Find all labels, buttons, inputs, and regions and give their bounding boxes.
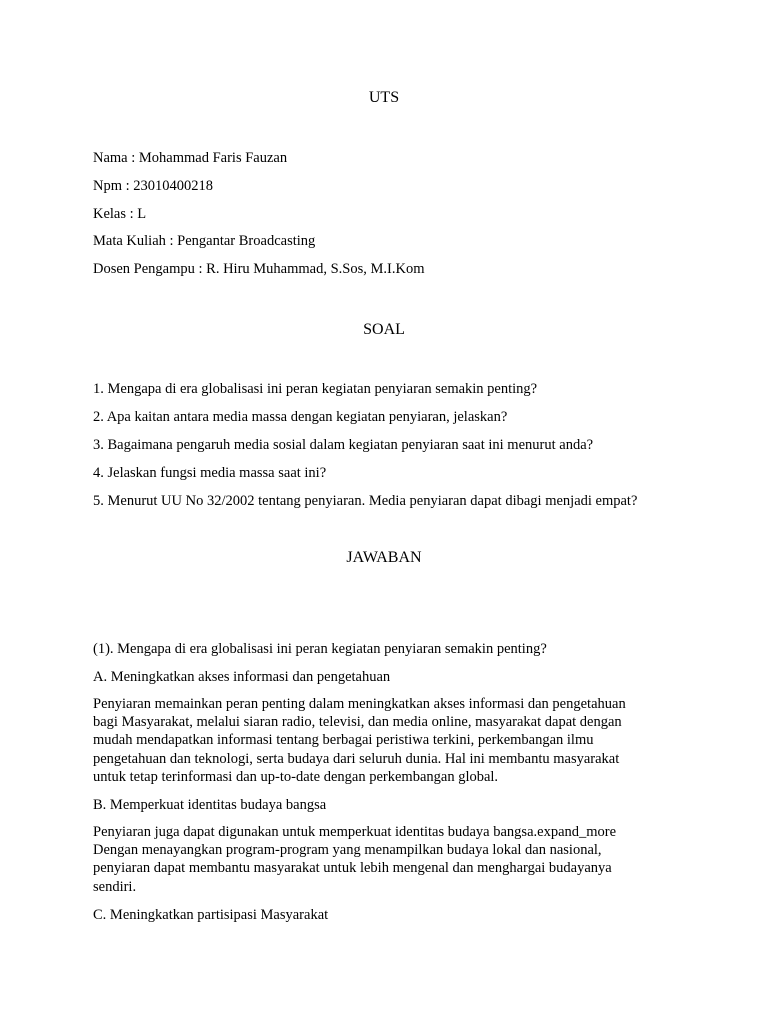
question-item: 1. Mengapa di era globalisasi ini peran kegiatan penyiaran semakin penting? [93,381,538,397]
paragraph-line: bagi Masyarakat, melalui siaran radio, televisi, dan media online, masyarakat dapat dengan [93,714,622,731]
answer-point-a-title: A. Meningkatkan akses informasi dan pengetahuan [93,669,391,685]
course-name: Mata Kuliah : Pengantar Broadcasting [93,233,316,249]
question-item: 5. Menurut UU No 32/2002 tentang penyiaran. Media penyiaran dapat dibagi menjadi empat? [93,493,638,509]
question-item: 4. Jelaskan fungsi media massa saat ini? [93,465,327,481]
paragraph-line: Dengan menayangkan program-program yang menampilkan budaya lokal dan nasional, [93,842,602,859]
soal-heading: SOAL [363,321,405,338]
paragraph-line: untuk tetap terinformasi dan up-to-date dengan perkembangan global. [93,768,499,785]
answer-point-c-title: C. Meningkatkan partisipasi Masyarakat [93,907,329,923]
student-class: Kelas : L [93,206,147,222]
question-item: 3. Bagaimana pengaruh media sosial dalam kegiatan penyiaran saat ini menurut anda? [93,437,594,453]
document-title: UTS [368,89,400,106]
question-item: 2. Apa kaitan antara media massa dengan kegiatan penyiaran, jelaskan? [93,409,508,425]
paragraph-line: mudah mendapatkan informasi tentang berbagai peristiwa terkini, perkembangan ilmu [93,732,594,749]
paragraph-line: sendiri. [93,878,137,895]
answer-point-a-body [93,695,673,786]
paragraph-line: pengetahuan dan teknologi, serta budaya dari seluruh dunia. Hal ini membantu masyarakat [93,750,620,767]
paragraph-line: Penyiaran juga dapat digunakan untuk memperkuat identitas budaya bangsa.expand_more [93,824,617,840]
paragraph-line: penyiaran dapat membantu masyarakat untuk lebih mengenal dan menghargai budayanya [93,860,612,877]
answer-point-b-body [93,823,673,896]
answer-point-b-title: B. Memperkuat identitas budaya bangsa [93,797,327,813]
paragraph-line: Penyiaran memainkan peran penting dalam meningkatkan akses informasi dan pengetahuan [93,696,626,712]
student-name: Nama : Mohammad Faris Fauzan [93,150,288,166]
answer-question-1: (1). Mengapa di era globalisasi ini peran kegiatan penyiaran semakin penting? [93,641,547,657]
lecturer-name: Dosen Pengampu : R. Hiru Muhammad, S.Sos, M.I.Kom [93,261,425,277]
jawaban-heading: JAWABAN [346,549,422,566]
student-npm: Npm : 23010400218 [93,178,214,194]
